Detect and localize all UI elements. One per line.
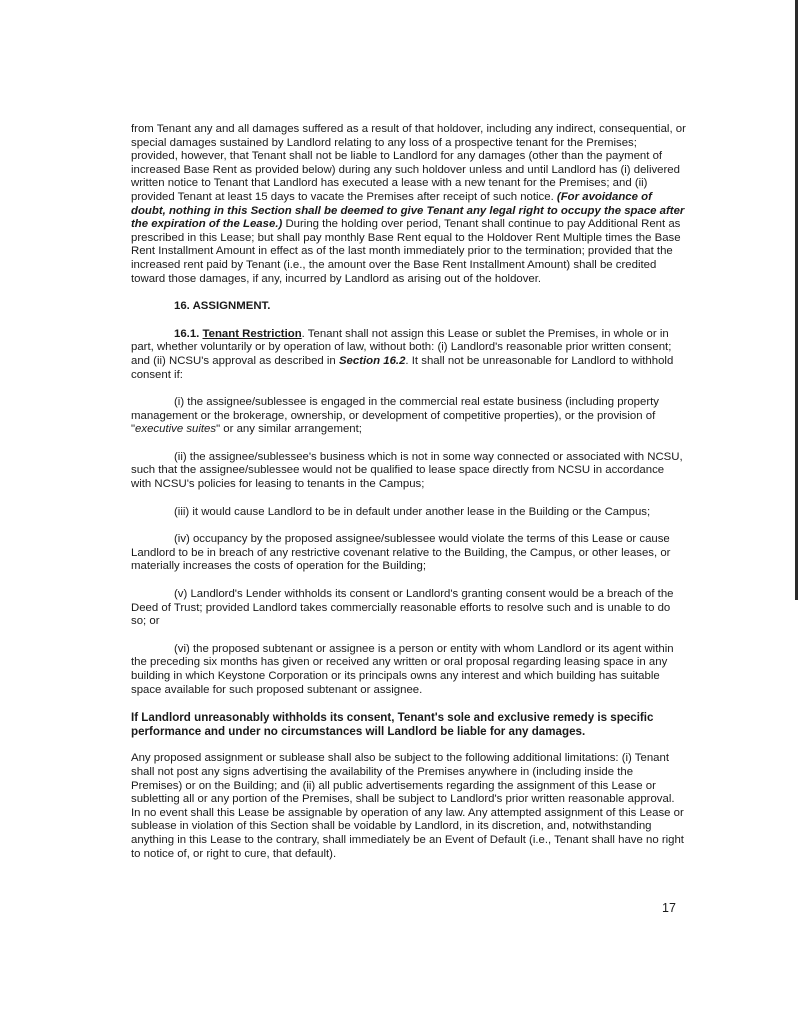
condition-i-text-a: (i) the assignee/sublessee is engaged in the commercial real estate business (including property management or the brokerage, ownership, or development of competitive properties), or the provision of " [131,396,659,436]
limitations-paragraph: Any proposed assignment or sublease shall also be subject to the following additional limitations: (i) Tenant shall not post any signs advertising the availability of the Premises anywhere in (including inside the Premises) or on the Building; and (ii) all public advertisements regarding the assignment of this Lease or subletting all or any portion of the Premises, shall be subject to Landlord's prior written reasonable approval. In no event shall this Lease be assignable by operation of any law. Any attempted assignment of this Lease or sublease in violation of this Section shall be voidable by Landlord, in its discretion, and, notwithstanding anything in this Lease to the contrary, shall immediately be an Event of Default (i.e., Tenant shall have no right to notice of, or right to cure, that default). [131,752,684,860]
section-16-1-text-2: . It shall not be unreasonable for Landlord to withhold consent if: [131,354,674,381]
page-edge-line [795,0,798,600]
section-16-1-text-1: . Tenant shall not assign this Lease or sublet the Premises, in whole or in part, whether voluntarily or by operation of law, without both: (i) Landlord's reasonable prior written consent; and (ii) NCSU's approval as described in [131,327,672,367]
holdover-paragraph [131,123,686,286]
page-number: 17 [662,901,676,915]
holdover-text-2: During the holding over period, Tenant shall continue to pay Additional Rent as prescribed in this Lease; but shall pay monthly Base Rent equal to the Holdover Rent Multiple times the Base Rent Installment Amount in effect as of the last month immediately prior to the termination; provided that the increased rent paid by Tenant (i.e., the amount over the Base Rent Installment Amount) shall be credited toward those damages, if any, incurred by Landlord as arising out of the holdover. [131,218,681,285]
remedy-paragraph: If Landlord unreasonably withholds its consent, Tenant's sole and exclusive remedy is specific performance and under no circumstances will Landlord be liable for any damages. [131,711,654,738]
condition-v: (v) Landlord's Lender withholds its consent or Landlord's granting consent would be a breach of the Deed of Trust; provided Landlord takes commercially reasonable efforts to resolve such and is unable to do so; or [131,588,674,628]
condition-ii: (ii) the assignee/sublessee's business which is not in some way connected or associated with NCSU, such that the assignee/sublessee would not be qualified to lease space directly from NCSU in accordance with NCSU's policies for leasing to tenants in the Campus; [131,450,683,491]
section-16-2-reference: Section 16.2 [338,354,406,367]
section-16-1-number: 16.1. [174,327,200,340]
document-page [131,123,686,875]
condition-iii: (iii) it would cause Landlord to be in default under another lease in the Building or the Campus; [174,505,651,518]
section-16-1-paragraph [131,328,686,382]
section-16-heading: 16. ASSIGNMENT. [174,300,271,313]
holdover-text-1: from Tenant any and all damages suffered as a result of that holdover, including any indirect, consequential, or special damages sustained by Landlord relating to any loss of a prospective tenant for the Premises; provided, however, that Tenant shall not be liable to Landlord for any damages (other than the payment of increased Base Rent as provided below) during any such holdover unless and until Landlord has (i) delivered written notice to Tenant that Landlord has executed a lease with a new tenant for the Premises; and (ii) provided Tenant at least 15 days to vacate the Premises after receipt of such notice. [131,123,686,203]
condition-vi: (vi) the proposed subtenant or assignee is a person or entity with whom Landlord or its agent within the preceding six months has given or received any written or oral proposal regarding leasing space in any building in which Keystone Corporation or its principals owns any interest and which building has suitable space available for such proposed subtenant or assignee. [131,642,674,696]
holdover-avoidance-note: (For avoidance of doubt, nothing in this Section shall be deemed to give Tenant any legal right to occupy the space after the expiration of the Lease.) [131,190,685,231]
condition-i-text-b: " or any similar arrangement; [216,423,362,436]
condition-i [131,396,686,437]
section-16-1-title: Tenant Restriction [202,327,302,340]
condition-iv: (iv) occupancy by the proposed assignee/sublessee would violate the terms of this Lease or cause Landlord to be in breach of any restrictive covenant relative to the Building, the Campus, or other leases, or materially increases the costs of operation for the Building; [131,533,671,573]
condition-i-italic: executive suites [135,423,217,436]
